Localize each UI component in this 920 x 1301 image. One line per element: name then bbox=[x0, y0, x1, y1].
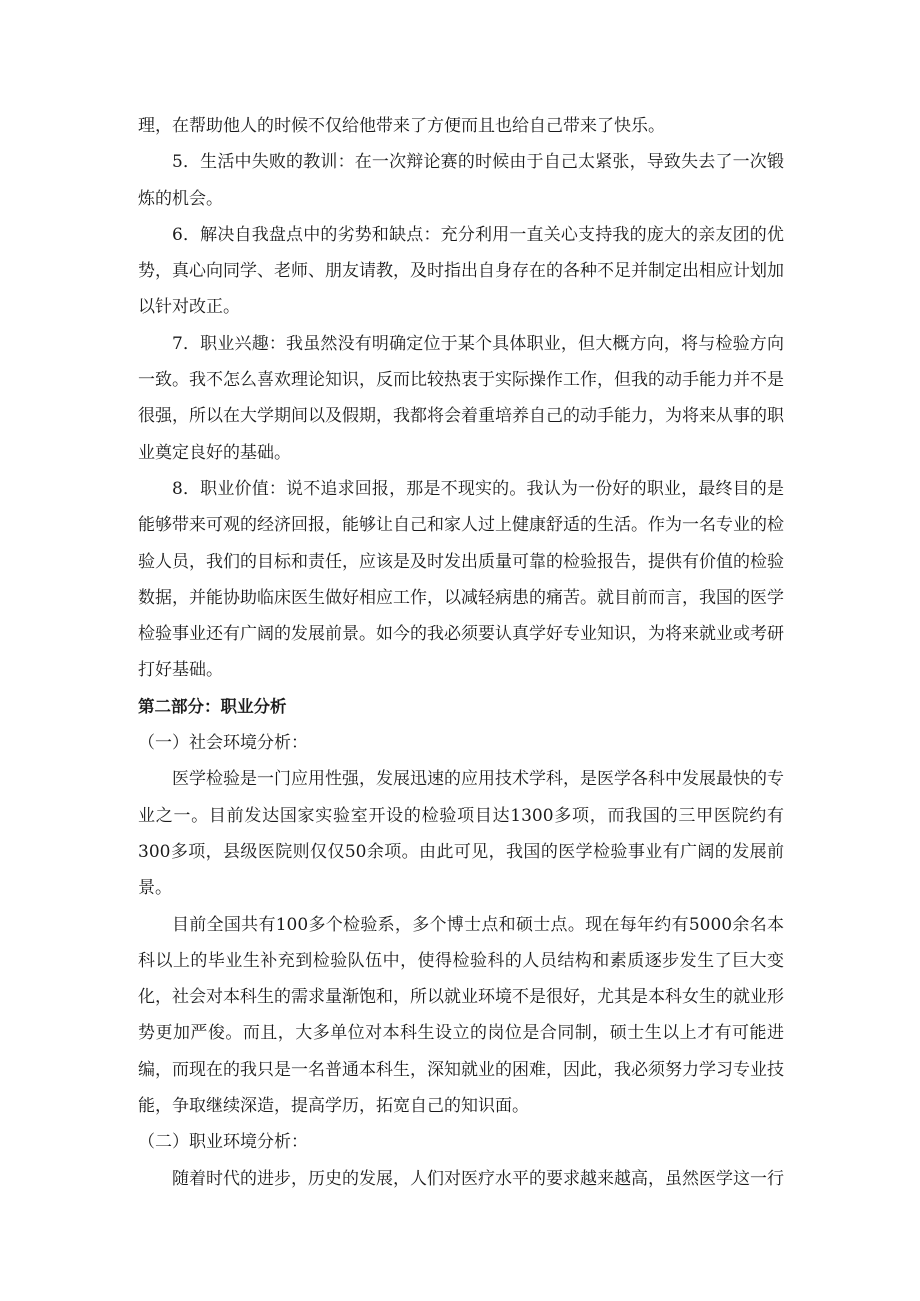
paragraph-item-6: 6．解决自我盘点中的劣势和缺点：充分利用一直关心支持我的庞大的亲友团的优势，真心向同学、老师、朋友请教，及时指出自身存在的各种不足并制定出相应计划加以针对改正。 bbox=[138, 224, 784, 318]
section2-title: （二）职业环境分析： bbox=[138, 1132, 308, 1153]
paragraph-continued: 理，在帮助他人的时候不仅给他带来了方便而且也给自己带来了快乐。 bbox=[138, 116, 665, 136]
paragraph-item-8: 8．职业价值：说不追求回报，那是不现实的。我认为一份好的职业，最终目的是能够带来可观的经济回报，能够让自己和家人过上健康舒适的生活。作为一名专业的检验人员，我们的目标和责任，应该是及时发出质量可靠的检验报告，提供有价值的检验数据，并能协助临床医生做好相应工作，以减轻病患的痛苦。就目前而言，我国的医学检验事业还有广阔的发展前景。如今的我必须要认真学好专业知识，为将来就业或考研打好基础。 bbox=[138, 478, 784, 681]
paragraph-item-7: 7．职业兴趣：我虽然没有明确定位于某个具体职业，但大概方向，将与检验方向一致。我不怎么喜欢理论知识，反而比较热衷于实际操作工作，但我的动手能力并不是很强，所以在大学期间以及假期，我都将会着重培养自己的动手能力，为将来从事的职业奠定良好的基础。 bbox=[138, 333, 784, 463]
section1-paragraph-2: 目前全国共有100多个检验系，多个博士点和硕士点。现在每年约有5000余名本科以上的毕业生补充到检验队伍中，使得检验科的人员结构和素质逐步发生了巨大变化，社会对本科生的需求量渐饱和，所以就业环境不是很好，尤其是本科女生的就业形势更加严俊。而且，大多单位对本科生设立的岗位是合同制，硕士生以上才有可能进编，而现在的我只是一名普通本科生，深知就业的困难，因此，我必须努力学习专业技能，争取继续深造，提高学历，拓宽自己的知识面。 bbox=[138, 914, 784, 1117]
paragraph-item-5: 5．生活中失败的教训：在一次辩论赛的时候由于自己太紧张，导致失去了一次锻炼的机会。 bbox=[138, 152, 784, 209]
part2-heading: 第二部分：职业分析 bbox=[138, 696, 287, 716]
section1-title: （一）社会环境分析： bbox=[138, 733, 308, 754]
document-body bbox=[138, 108, 784, 1197]
section1-paragraph-1: 医学检验是一门应用性强，发展迅速的应用技术学科，是医学各科中发展最快的专业之一。目前发达国家实验室开设的检验项目达1300多项，而我国的三甲医院约有300多项，县级医院则仅仅50余项。由此可见，我国的医学检验事业有广阔的发展前景。 bbox=[138, 769, 784, 899]
section2-paragraph-1: 随着时代的进步，历史的发展，人们对医疗水平的要求越来越高，虽然医学这一行 bbox=[172, 1168, 784, 1189]
